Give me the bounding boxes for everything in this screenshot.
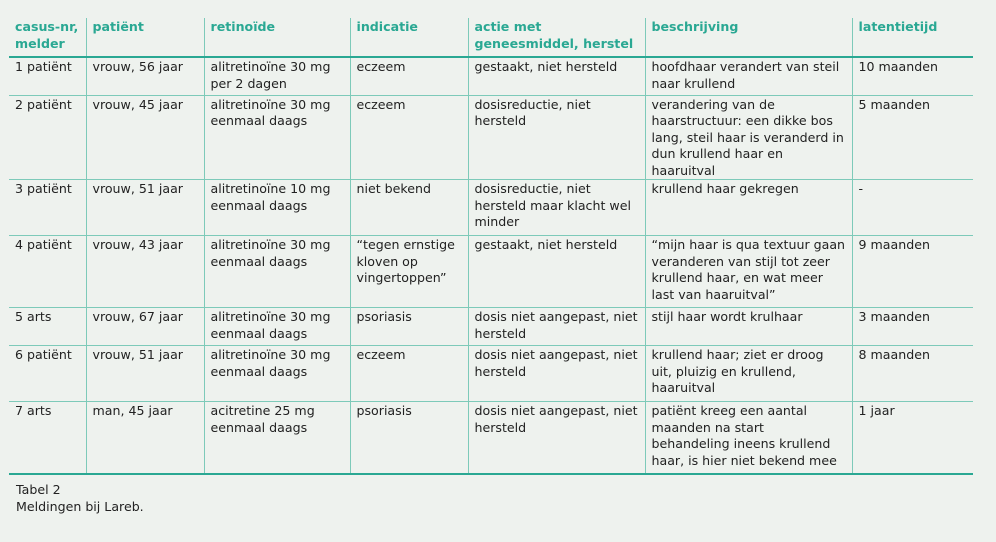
cell-description: hoofdhaar verandert van steil naar krullend (645, 57, 852, 95)
cell-retinoid: alitretinoïne 10 mg eenmaal daags (204, 180, 350, 236)
cell-case: 7 arts (9, 402, 86, 474)
cell-latency: 8 maanden (852, 346, 973, 402)
table-row (9, 308, 973, 346)
table-caption-text: Meldingen bij Lareb. (16, 499, 144, 514)
cell-patient: vrouw, 43 jaar (86, 236, 204, 308)
cell-action: dosisreductie, niet hersteld (468, 95, 645, 180)
cell-latency: 5 maanden (852, 95, 973, 180)
table-row (9, 346, 973, 402)
cell-retinoid: alitretinoïne 30 mg eenmaal daags (204, 236, 350, 308)
table-row (9, 95, 973, 180)
cell-case: 3 patiënt (9, 180, 86, 236)
cell-case: 1 patiënt (9, 57, 86, 95)
table-row (9, 402, 973, 474)
header-description: beschrijving (645, 18, 852, 57)
table-row (9, 180, 973, 236)
cell-patient: man, 45 jaar (86, 402, 204, 474)
cell-case: 5 arts (9, 308, 86, 346)
cell-description: “mijn haar is qua textuur gaan veranderen van stijl tot zeer krullend haar, en wat meer last van haaruitval” (645, 236, 852, 308)
cell-case: 6 patiënt (9, 346, 86, 402)
cell-patient: vrouw, 51 jaar (86, 346, 204, 402)
header-action-recovery: actie met geneesmiddel, herstel (468, 18, 645, 57)
cell-action: dosisreductie, niet hersteld maar klacht wel minder (468, 180, 645, 236)
table-row (9, 57, 973, 95)
cell-indication: “tegen ernstige kloven op vingertoppen” (350, 236, 468, 308)
cell-description: verandering van de haarstructuur: een dikke bos lang, steil haar is veranderd in dun krullend haar en haaruitval (645, 95, 852, 180)
cell-retinoid: acitretine 25 mg eenmaal daags (204, 402, 350, 474)
cell-indication: eczeem (350, 57, 468, 95)
header-case-reporter: casus-nr, melder (9, 18, 86, 57)
cell-indication: niet bekend (350, 180, 468, 236)
cell-description: stijl haar wordt krulhaar (645, 308, 852, 346)
header-patient: patiënt (86, 18, 204, 57)
header-latency: latentietijd (852, 18, 973, 57)
cell-case: 2 patiënt (9, 95, 86, 180)
cell-action: gestaakt, niet hersteld (468, 236, 645, 308)
cell-case: 4 patiënt (9, 236, 86, 308)
cell-patient: vrouw, 56 jaar (86, 57, 204, 95)
cell-patient: vrouw, 51 jaar (86, 180, 204, 236)
cell-patient: vrouw, 67 jaar (86, 308, 204, 346)
reports-table (9, 18, 973, 475)
table-caption-label: Tabel 2 (16, 482, 61, 497)
header-indication: indicatie (350, 18, 468, 57)
cell-latency: 9 maanden (852, 236, 973, 308)
cell-indication: eczeem (350, 95, 468, 180)
header-row (9, 18, 973, 57)
cell-action: dosis niet aangepast, niet hersteld (468, 402, 645, 474)
table-row (9, 236, 973, 308)
cell-indication: psoriasis (350, 402, 468, 474)
cell-indication: psoriasis (350, 308, 468, 346)
header-retinoid: retinoïde (204, 18, 350, 57)
cell-latency: 1 jaar (852, 402, 973, 474)
cell-latency: 10 maanden (852, 57, 973, 95)
cell-description: krullend haar; ziet er droog uit, pluizig en krullend, haaruitval (645, 346, 852, 402)
cell-patient: vrouw, 45 jaar (86, 95, 204, 180)
cell-indication: eczeem (350, 346, 468, 402)
cell-action: dosis niet aangepast, niet hersteld (468, 308, 645, 346)
cell-description: krullend haar gekregen (645, 180, 852, 236)
cell-retinoid: alitretinoïne 30 mg eenmaal daags (204, 346, 350, 402)
cell-latency: 3 maanden (852, 308, 973, 346)
cell-retinoid: alitretinoïne 30 mg eenmaal daags (204, 95, 350, 180)
cell-action: gestaakt, niet hersteld (468, 57, 645, 95)
cell-action: dosis niet aangepast, niet hersteld (468, 346, 645, 402)
cell-retinoid: alitretinoïne 30 mg per 2 dagen (204, 57, 350, 95)
cell-description: patiënt kreeg een aantal maanden na start behandeling ineens krullend haar, is hier niet bekend mee (645, 402, 852, 474)
cell-retinoid: alitretinoïne 30 mg eenmaal daags (204, 308, 350, 346)
cell-latency: - (852, 180, 973, 236)
